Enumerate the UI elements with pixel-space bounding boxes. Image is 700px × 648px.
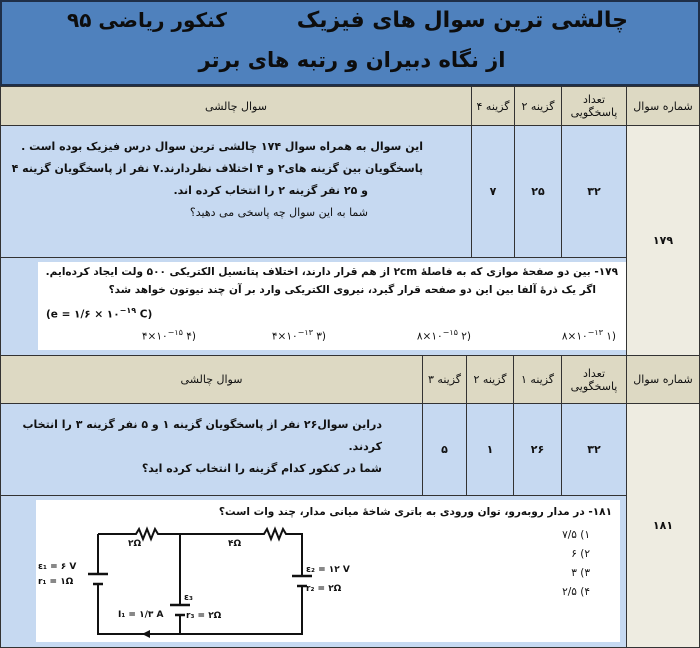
- header-count: [561, 86, 627, 126]
- problem-181-image: [36, 500, 620, 642]
- option-3: $۴\times ۱۰^{-۱۳}$ ۳): [271, 328, 326, 343]
- comment-line: پاسخگویان بین گزینه های۲ و ۴ اختلاف نظردارند.۷ نفر از پاسخگویان گزینه ۴: [11, 162, 423, 175]
- comment-line: این سوال به همراه سوال ۱۷۴ چالشی ترین سوال درس فیزیک بوده است .: [21, 140, 423, 153]
- header-count-line1: تعداد: [582, 366, 606, 380]
- option-4: $۴\times ۱۰^{-۱۵}$ ۴): [141, 328, 196, 343]
- header-count-line2: پاسخگویی: [570, 106, 618, 119]
- title-banner: [0, 0, 700, 86]
- header-opt4: گزینه ۴: [471, 86, 515, 126]
- header-question: سوال چالشی: [0, 86, 472, 126]
- resistor-1-label: ۲Ω: [128, 539, 142, 549]
- r3-label: r₃ = ۲Ω: [186, 611, 222, 621]
- header-count-line1: تعداد: [582, 93, 606, 106]
- current-label: I₁ = ۱/۳ A: [118, 610, 164, 620]
- title-line2: از نگاه دبیران و رتبه های برتر: [198, 48, 506, 72]
- question-number-179: ۱۷۹: [626, 125, 700, 356]
- comment-line: شما در کنکور کدام گزینه را انتخاب کرده اید؟: [141, 462, 382, 475]
- header-count-line2: پاسخگویی: [570, 379, 618, 393]
- question-comment-179: [0, 125, 472, 258]
- emf-2-label: ε₂ = ۱۲ V: [306, 565, 350, 575]
- respondent-count: ۳۲: [561, 125, 627, 258]
- header-count: [561, 355, 627, 404]
- comment-line: دراین سوال۲۶ نفر از پاسخگویان گزینه ۱ و ۵ نفر گزینه ۳ را انتخاب کردند.: [22, 418, 382, 453]
- option-2: ۲) ۶: [571, 548, 590, 560]
- option-1: $۸\times ۱۰^{-۱۳}$ ۱): [561, 328, 616, 343]
- respondent-count: ۳۲: [561, 403, 627, 496]
- opt1-count: ۲۶: [513, 403, 562, 496]
- opt2-count: ۱: [466, 403, 514, 496]
- option-3: ۳) ۳: [571, 567, 590, 579]
- r2-label: r₂ = ۲Ω: [306, 584, 342, 594]
- r1-label: r₁ = ۱Ω: [38, 577, 74, 587]
- header-question: سوال چالشی: [0, 355, 423, 404]
- header-opt1: گزینه ۱: [513, 355, 562, 404]
- option-4: ۴) ۲/۵: [562, 586, 590, 598]
- header-qnum: شماره سوال: [626, 355, 700, 404]
- opt3-count: ۵: [422, 403, 467, 496]
- question-number-181: ۱۸۱: [626, 403, 700, 648]
- problem-line: ۱۷۹- بین دو صفحهٔ موازی که به فاصلهٔ ۲cm از هم قرار دارند، اختلاف پتانسیل الکتریکی ۵۰۰ ولت ایجاد کرده‌ایم.: [45, 266, 618, 278]
- option-1: ۱) ۷/۵: [562, 529, 590, 541]
- question-comment-181: [0, 403, 423, 496]
- comment-line: شما به این سوال چه پاسخی می دهید؟: [189, 206, 368, 219]
- title-line1: چالشی ترین سوال های فیزیک: [296, 8, 628, 33]
- options-list: [562, 526, 590, 602]
- header-qnum: شماره سوال: [626, 86, 700, 126]
- problem-179-image: [38, 262, 626, 350]
- emf-3-label: ε₃: [184, 593, 193, 603]
- problem-constant: (e = ۱/۶ × $۱۰^{-۱۹}$ C): [46, 306, 153, 321]
- problem-line: اگر یک ذرهٔ آلفا بین این دو صفحه قرار گیرد، نیروی الکتریکی وارد بر آن چند نیوتون خواهد شد؟: [108, 284, 596, 296]
- resistor-2-label: ۴Ω: [228, 539, 242, 549]
- header-opt2: گزینه ۲: [466, 355, 514, 404]
- header-opt3: گزینه ۳: [422, 355, 467, 404]
- problem-line: ۱۸۱- در مدار روبه‌رو، توان ورودی به باتری شاخهٔ میانی مدار، چند وات است؟: [218, 506, 612, 518]
- exam-name: کنکور ریاضی ۹۵: [67, 8, 227, 32]
- opt4-count: ۷: [471, 125, 515, 258]
- comment-line: و ۲۵ نفر گزینه ۲ را انتخاب کرده اند.: [173, 184, 368, 197]
- header-opt2: گزینه ۲: [514, 86, 562, 126]
- opt2-count: ۲۵: [514, 125, 562, 258]
- option-2: $۸\times ۱۰^{-۱۵}$ ۲): [416, 328, 471, 343]
- emf-1-label: ε₁ = ۶ V: [38, 562, 77, 572]
